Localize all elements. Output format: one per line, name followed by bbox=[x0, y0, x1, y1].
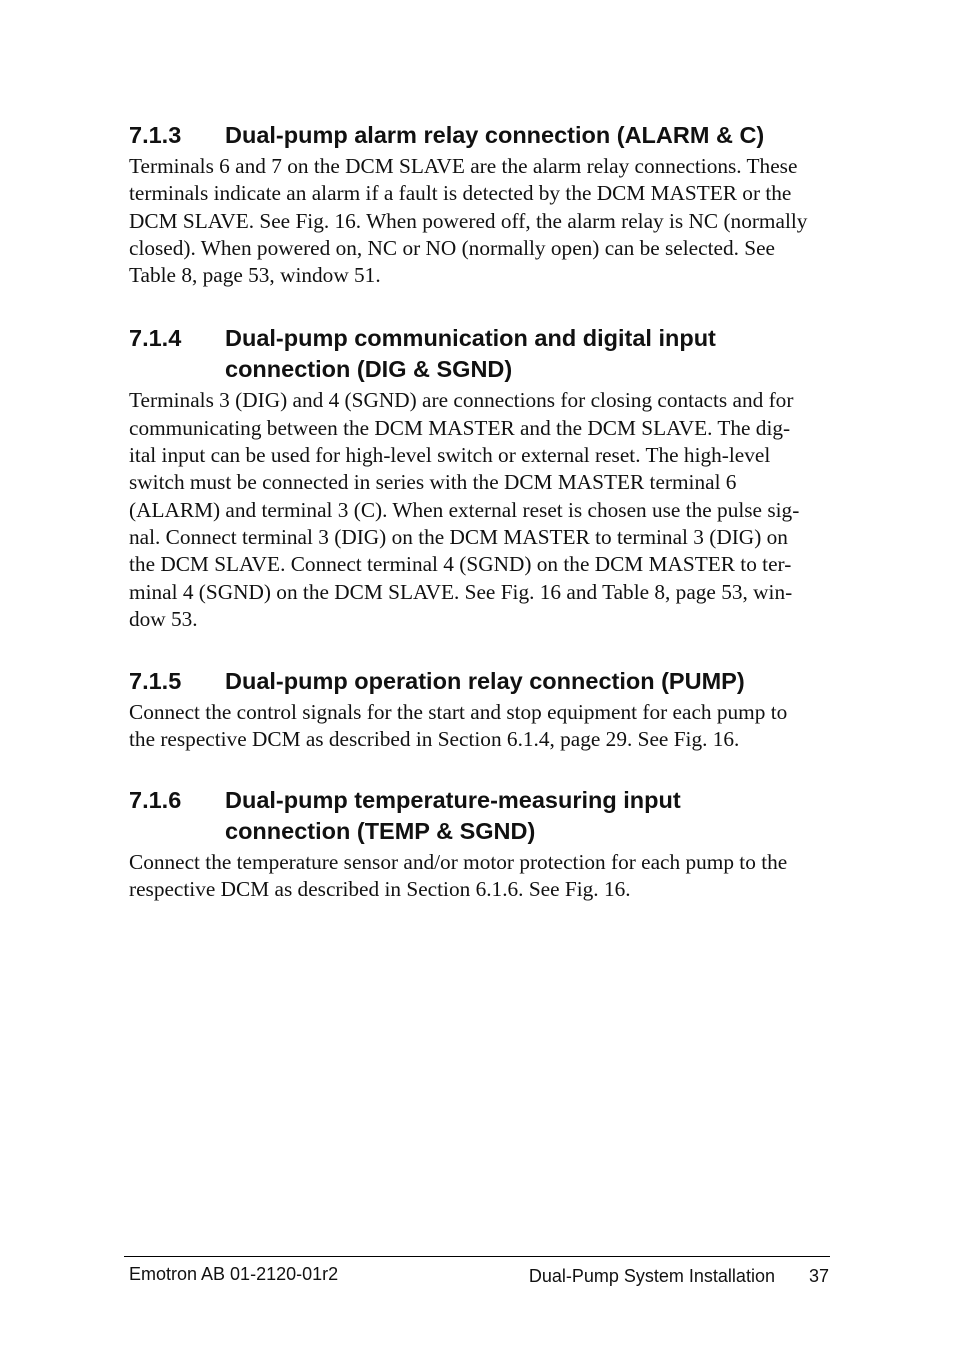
body-line: closed). When powered on, NC or NO (normally open) can be selected. See bbox=[129, 235, 775, 260]
body-line: terminals indicate an alarm if a fault is detected by the DCM MASTER or the bbox=[129, 181, 792, 206]
footer-divider bbox=[124, 1256, 830, 1257]
section-title-line: connection (DIG & SGND) bbox=[225, 356, 513, 383]
section-title bbox=[225, 666, 829, 697]
body-line: Table 8, page 53, window 51. bbox=[129, 263, 381, 288]
body-line: DCM SLAVE. See Fig. 16. When powered off, the alarm relay is NC (normally bbox=[129, 208, 808, 233]
section-number: 7.1.6 bbox=[129, 786, 182, 813]
body-line: Terminals 3 (DIG) and 4 (SGND) are connections for closing contacts and for bbox=[129, 388, 794, 413]
section-body bbox=[129, 387, 829, 633]
body-line: dow 53. bbox=[129, 606, 198, 631]
section-number: 7.1.5 bbox=[129, 668, 182, 695]
section-title-line: connection (TEMP & SGND) bbox=[225, 817, 536, 844]
section-body bbox=[129, 849, 829, 904]
body-line: respective DCM as described in Section 6.1.6. See Fig. 16. bbox=[129, 877, 631, 902]
section-title-line: Dual-pump alarm relay connection (ALARM & C) bbox=[225, 122, 765, 148]
body-line: switch must be connected in series with the DCM MASTER terminal 6 bbox=[129, 470, 737, 495]
section-heading bbox=[129, 323, 829, 385]
footer-document-id: Emotron AB 01-2120-01r2 bbox=[129, 1264, 339, 1284]
body-line: Connect the control signals for the start and stop equipment for each pump to bbox=[129, 700, 788, 725]
section-7-1-5 bbox=[129, 666, 829, 754]
section-title bbox=[225, 120, 829, 151]
body-line: communicating between the DCM MASTER and the DCM SLAVE. The dig- bbox=[129, 415, 791, 440]
body-line: Connect the temperature sensor and/or motor protection for each pump to the bbox=[129, 849, 788, 874]
section-heading bbox=[129, 785, 829, 847]
section-title bbox=[225, 785, 829, 847]
section-body bbox=[129, 699, 829, 754]
footer-chapter-title: Dual-Pump System Installation bbox=[528, 1266, 775, 1286]
section-title-line: Dual-pump temperature-measuring input bbox=[225, 786, 681, 813]
body-line: minal 4 (SGND) on the DCM SLAVE. See Fig. 16 and Table 8, page 53, win- bbox=[129, 579, 793, 604]
section-7-1-4 bbox=[129, 323, 829, 633]
section-number: 7.1.4 bbox=[129, 325, 182, 352]
section-heading bbox=[129, 666, 829, 697]
body-line: Terminals 6 and 7 on the DCM SLAVE are the alarm relay connections. These bbox=[129, 154, 798, 178]
footer-right bbox=[529, 1266, 829, 1287]
body-line: the DCM SLAVE. Connect terminal 4 (SGND) on the DCM MASTER to ter- bbox=[129, 552, 792, 577]
body-line: (ALARM) and terminal 3 (C). When external reset is chosen use the pulse sig- bbox=[129, 497, 800, 522]
page-content bbox=[129, 120, 829, 903]
page-number: 37 bbox=[808, 1266, 829, 1286]
section-title bbox=[225, 323, 829, 385]
section-7-1-3 bbox=[129, 120, 829, 289]
section-title-line: Dual-pump communication and digital input bbox=[225, 325, 716, 352]
section-7-1-6 bbox=[129, 785, 829, 904]
body-line: the respective DCM as described in Section 6.1.4, page 29. See Fig. 16. bbox=[129, 727, 740, 752]
section-heading bbox=[129, 120, 829, 151]
section-body bbox=[129, 153, 829, 289]
section-number: 7.1.3 bbox=[129, 122, 182, 148]
section-title-line: Dual-pump operation relay connection (PUMP) bbox=[225, 668, 745, 695]
body-line: ital input can be used for high-level switch or external reset. The high-level bbox=[129, 443, 771, 468]
body-line: nal. Connect terminal 3 (DIG) on the DCM MASTER to terminal 3 (DIG) on bbox=[129, 524, 788, 549]
